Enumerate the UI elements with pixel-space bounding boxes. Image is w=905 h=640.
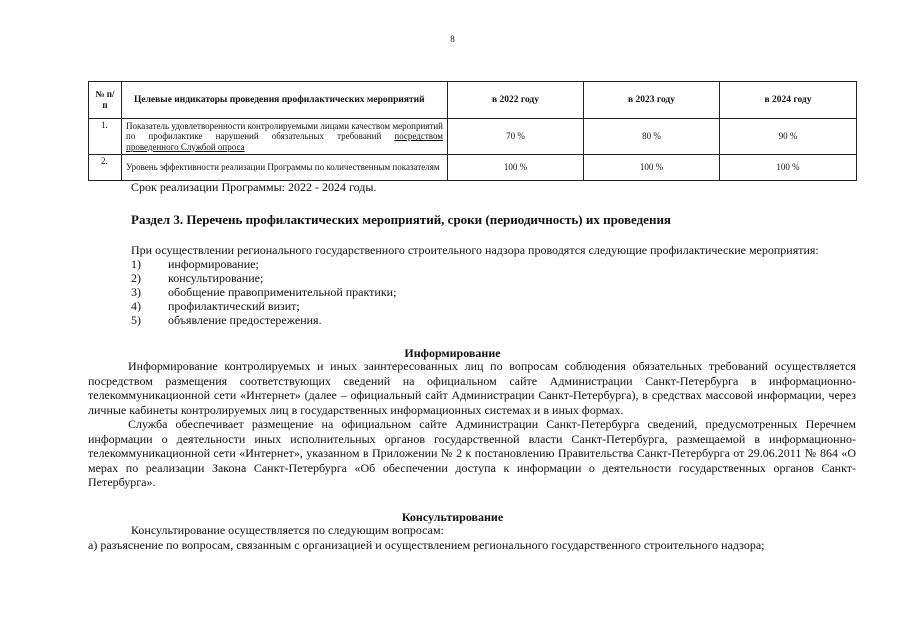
row-number: 2. xyxy=(89,155,122,181)
table-row xyxy=(89,155,857,181)
table-row xyxy=(89,119,857,155)
header-indicator: Целевые индикаторы проведения профилактических мероприятий xyxy=(122,82,448,119)
list-item-text: обобщение правоприменительной практики; xyxy=(168,285,397,299)
indicators-table xyxy=(88,81,857,181)
list-item-number: 4) xyxy=(131,299,141,313)
intro-text: При осуществлении регионального государственного строительного надзора проводятся следующие профилактические мероприятия: xyxy=(131,243,819,257)
header-2022: в 2022 году xyxy=(448,82,584,119)
header-2024: в 2024 году xyxy=(720,82,857,119)
header-2023: в 2023 году xyxy=(584,82,720,119)
indicator-name: Уровень эффективности реализации Программы по количественным показателям xyxy=(122,155,448,181)
list-item-text: объявление предостережения. xyxy=(168,313,322,327)
list-item-text: консультирование; xyxy=(168,271,264,285)
list-item xyxy=(131,299,300,313)
list-item-text: информирование; xyxy=(168,257,259,271)
list-item xyxy=(131,313,322,327)
indicator-name-text: Показатель удовлетворенности контролируемыми лицами качеством мероприятий по профилактике нарушений обязательных требований xyxy=(126,120,443,142)
program-term: Срок реализации Программы: 2022 - 2024 годы. xyxy=(131,180,377,194)
indicator-name xyxy=(122,119,448,155)
value-2022: 70 % xyxy=(448,119,584,155)
consulting-paragraph-1: Консультирование осуществляется по следующим вопросам: xyxy=(131,523,444,537)
value-2023: 100 % xyxy=(584,155,720,181)
page-number: 8 xyxy=(450,34,455,44)
value-2024: 90 % xyxy=(720,119,857,155)
list-item xyxy=(131,257,259,271)
indicator-name-underlined: посредством проведенного Службой опроса xyxy=(126,131,444,152)
consulting-paragraph-2: а) разъяснение по вопросам, связанным с организацией и осуществлением регионального государственного строительного надзора; xyxy=(88,538,765,552)
row-number: 1. xyxy=(89,119,122,155)
value-2022: 100 % xyxy=(448,155,584,181)
informing-body xyxy=(88,359,856,490)
list-item-number: 2) xyxy=(131,271,141,285)
informing-paragraph-2: Служба обеспечивает размещение на официальном сайте Администрации Санкт-Петербурга сведений, предусмотренных Перечнем информации о деятельности иных исполнительных органов государственной власти Санкт-Петербурга, размещаемой в информационно-телекоммуникационной сети «Интернет», указанном в Приложении № 2 к постановлению Правительства Санкт-Петербурга от 29.06.2011 № 864 «О мерах по реализации Закона Санкт-Петербурга «Об обеспечении доступа к информации о деятельности государственных органов Санкт-Петербурга». xyxy=(88,417,856,489)
list-item-text: профилактический визит; xyxy=(168,299,300,313)
section-title: Раздел 3. Перечень профилактических мероприятий, сроки (периодичность) их проведения xyxy=(131,212,671,227)
value-2024: 100 % xyxy=(720,155,857,181)
list-item-number: 3) xyxy=(131,285,141,299)
informing-paragraph-1: Информирование контролируемых и иных заинтересованных лиц по вопросам соблюдения обязательных требований осуществляется посредством размещения соответствующих сведений на официальном сайте Администрации Санкт-Петербурга в информационно-телекоммуникационной сети «Интернет» (далее – официальный сайт Администрации Санкт-Петербурга), в средствах массовой информации, через личные кабинеты контролируемых лиц в государственных информационных системах и в иных формах. xyxy=(88,359,856,417)
informing-title: Информирование xyxy=(404,346,501,360)
consulting-title: Консультирование xyxy=(401,510,504,524)
header-num: № п/п xyxy=(89,82,122,119)
list-item-number: 1) xyxy=(131,257,141,271)
list-item xyxy=(131,285,396,299)
list-item xyxy=(131,271,263,285)
value-2023: 80 % xyxy=(584,119,720,155)
list-item-number: 5) xyxy=(131,313,141,327)
table-header-row xyxy=(89,82,857,119)
